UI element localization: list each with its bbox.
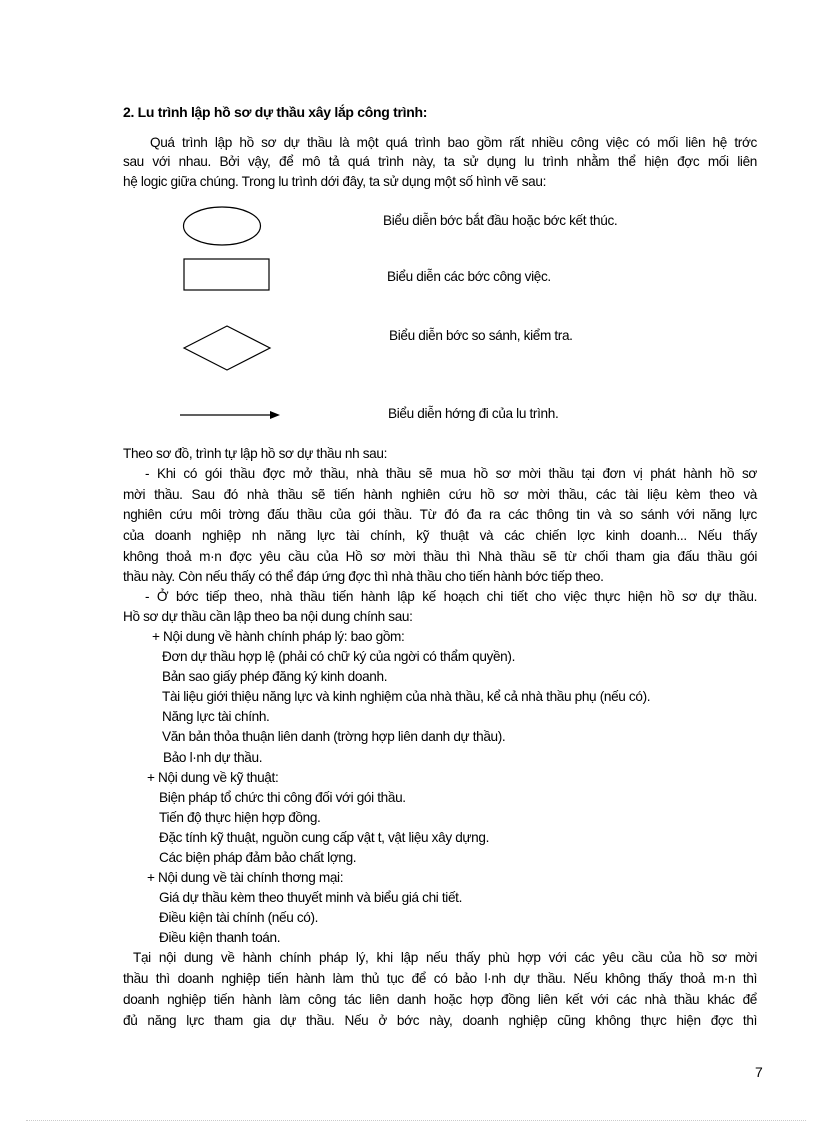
list-item: Bảo l·nh dự thầu.: [163, 750, 263, 765]
list-item: Tài liệu giới thiệu năng lực và kinh nghiệm của nhà thầu, kể cả nhà thầu phụ (nếu có).: [162, 689, 651, 704]
section-heading: 2. Lu trình lập hồ sơ dự thầu xây lắp công trình:: [123, 104, 428, 120]
footer-divider: [26, 1120, 806, 1121]
list-item: Biện pháp tổ chức thi công đối với gói thầu.: [159, 790, 406, 805]
content-subheading: + Nội dung về hành chính pháp lý: bao gồm:: [152, 629, 405, 644]
body-line: - Khi có gói thầu đợc mở thầu, nhà thầu sẽ mua hồ sơ mời thầu tại đơn vị phát hành hồ sơ: [145, 466, 757, 481]
legend-oval-text: Biểu diễn bớc bắt đầu hoặc bớc kết thúc.: [383, 213, 618, 228]
body-line: của doanh nghiệp nh năng lực tài chính, kỹ thuật và các chiến lợc kinh doanh... Nếu thấy: [123, 528, 757, 543]
body-line: không thoả m·n đợc yêu cầu của Hồ sơ mời thầu thì Nhà thầu sẽ từ chối tham gia đấu thầu gói: [123, 549, 757, 564]
legend-diamond-text: Biểu diễn bớc so sánh, kiểm tra.: [389, 328, 573, 343]
list-item: Các biện pháp đảm bảo chất lợng.: [159, 850, 357, 865]
list-item: Năng lực tài chính.: [162, 709, 270, 724]
rectangle-shape: [183, 258, 271, 292]
legend-arrow-text: Biểu diễn hớng đi của lu trình.: [388, 406, 559, 421]
content-subheading: + Nội dung về tài chính thơng mại:: [147, 870, 344, 885]
list-item: Bản sao giấy phép đăng ký kinh doanh.: [162, 669, 388, 684]
body-line: thầu này. Còn nếu thấy có thể đáp ứng đợc thì nhà thầu cho tiến hành bớc tiếp theo.: [123, 569, 604, 584]
intro-line: Quá trình lập hồ sơ dự thầu là một quá trình bao gồm rất nhiều công việc có mối liên hệ trớc: [150, 135, 757, 150]
page-number: 7: [755, 1064, 763, 1080]
list-item: Văn bản thỏa thuận liên danh (trờng hợp liên danh dự thầu).: [162, 729, 506, 744]
body-line: Hồ sơ dự thầu cần lập theo ba nội dung chính sau:: [123, 609, 413, 624]
body-line: đủ năng lực tham gia dự thầu. Nếu ở bớc này, doanh nghiệp cũng không thực hiện đợc thì: [123, 1013, 757, 1028]
list-item: Điều kiện tài chính (nếu có).: [159, 910, 319, 925]
intro-line: hệ logic giữa chúng. Trong lu trình dới đây, ta sử dụng một số hình vẽ sau:: [123, 174, 547, 189]
list-item: Đặc tính kỹ thuật, nguồn cung cấp vật t, vật liệu xây dựng.: [159, 830, 490, 845]
intro-line: sau với nhau. Bởi vậy, để mô tả quá trình này, ta sử dụng lu trình nhằm thể hiện đợc mối liên: [123, 154, 757, 169]
body-line: nghiên cứu môi trờng đấu thầu của gói thầu. Từ đó đa ra các thông tin và so sánh với năng lực: [123, 507, 757, 522]
list-item: Giá dự thầu kèm theo thuyết minh và biểu giá chi tiết.: [159, 890, 463, 905]
list-item: Điều kiện thanh toán.: [159, 930, 281, 945]
legend-rect-text: Biểu diễn các bớc công việc.: [387, 269, 551, 284]
body-line: Tại nội dung về hành chính pháp lý, khi lập nếu thấy phù hợp với các yêu cầu của hồ sơ mời: [133, 950, 757, 965]
list-item: Tiến độ thực hiện hợp đồng.: [159, 810, 321, 825]
body-line: doanh nghiệp tiến hành làm công tác liên danh hoặc hợp đồng liên kết với các nhà thầu khác để: [123, 992, 757, 1007]
body-line: mời thầu. Sau đó nhà thầu sẽ tiến hành nghiên cứu hồ sơ mời thầu, các tài liệu kèm theo và: [123, 487, 757, 502]
body-line: Theo sơ đồ, trình tự lập hồ sơ dự thầu nh sau:: [123, 446, 388, 461]
diamond-shape: [182, 324, 272, 372]
arrow-shape: [178, 409, 282, 421]
body-line: - Ở bớc tiếp theo, nhà thầu tiến hành lập kế hoạch chi tiết cho việc thực hiện hồ sơ dự thầu.: [145, 589, 757, 604]
oval-shape: [182, 205, 262, 247]
content-subheading: + Nội dung về kỹ thuật:: [147, 770, 279, 785]
list-item: Đơn dự thầu hợp lệ (phải có chữ ký của ngời có thẩm quyền).: [162, 649, 515, 664]
body-line: thầu thì doanh nghiệp tiến hành làm thủ tục để có bảo l·nh dự thầu. Nếu không thấy thoả m·n thì: [123, 971, 757, 986]
